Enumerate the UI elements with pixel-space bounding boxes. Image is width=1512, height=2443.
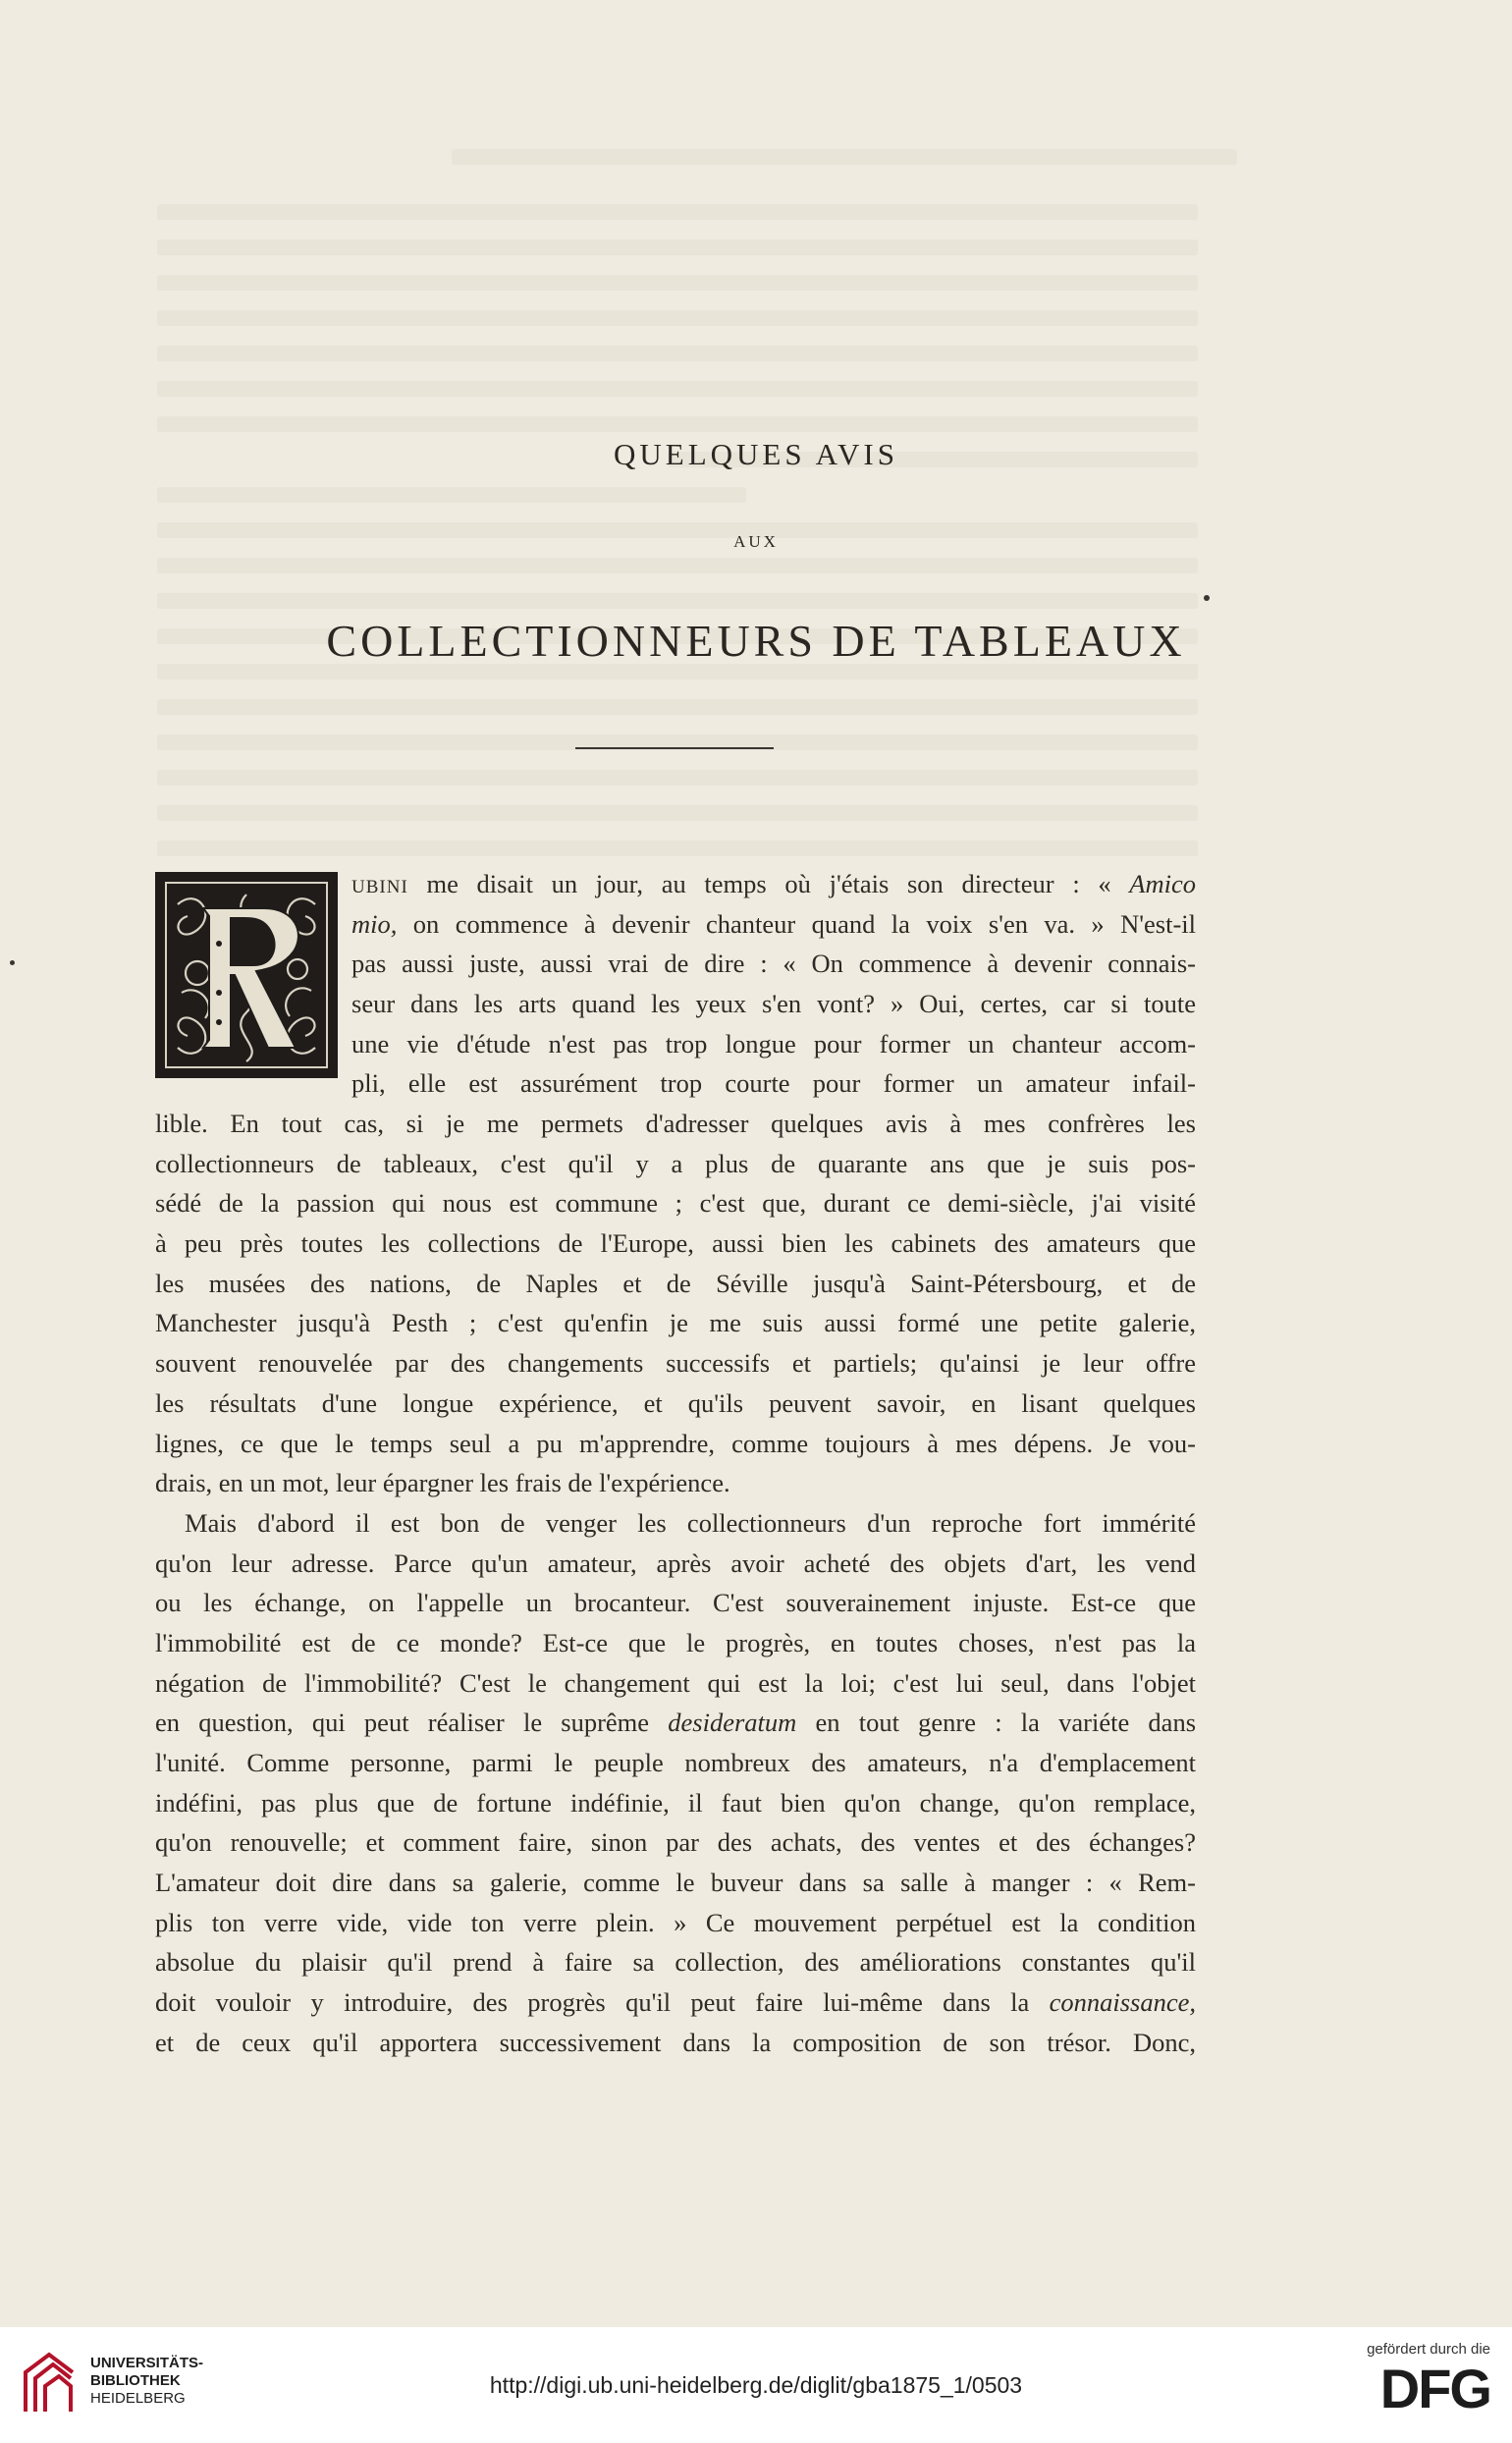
text-line: drais, en un mot, leur épargner les frais de l'expérience. <box>155 1468 730 1498</box>
permalink-url[interactable]: http://digi.ub.uni-heidelberg.de/diglit/gba1875_1/0503 <box>489 2372 1023 2398</box>
text-line: à peu près toutes les collections de l'Europe, aussi bien les cabinets des amateurs que <box>155 1228 1196 1259</box>
title-divider <box>575 747 774 749</box>
text-line: pas aussi juste, aussi vrai de dire : « On commence à devenir connais- <box>351 949 1196 979</box>
text-line: seur dans les arts quand les yeux s'en vont? » Oui, certes, car si toute <box>351 989 1196 1019</box>
text-line: lible. En tout cas, si je me permets d'adresser quelques avis à mes confrères les <box>155 1109 1196 1138</box>
text-line: qu'on renouvelle; et comment faire, sinon par des achats, des ventes et des échanges? <box>155 1827 1196 1858</box>
text-line: collectionneurs de tableaux, c'est qu'il y a plus de quarante ans que je suis pos- <box>155 1148 1196 1178</box>
paragraph-1-opening <box>351 864 1196 1104</box>
text-line: ubini me disait un jour, au temps où j'étais son directeur : « Amico <box>351 869 1196 898</box>
text-line: sédé de la passion qui nous est commune ; c'est que, durant ce demi-siècle, j'ai visité <box>155 1188 1196 1219</box>
paragraph-1-body <box>155 1104 1196 2063</box>
text-line: l'unité. Comme personne, parmi le peuple nombreux des amateurs, n'a d'emplacement <box>155 1748 1196 1777</box>
text-line: ou les échange, on l'appelle un brocanteur. C'est souverainement injuste. Est-ce que <box>155 1588 1196 1618</box>
text-line: les musées des nations, de Naples et de Séville jusqu'à Saint-Pétersbourg, et de <box>155 1268 1196 1298</box>
text-line: Manchester jusqu'à Pesth ; c'est qu'enfin je me suis aussi formé une petite galerie, <box>155 1308 1196 1338</box>
title-line-2: AUX <box>733 532 779 551</box>
text-line: l'immobilité est de ce monde? Est-ce que le progrès, en toutes choses, n'est pas la <box>155 1627 1196 1657</box>
text-line: plis ton verre vide, vide ton verre plein. » Ce mouvement perpétuel est la condition <box>155 1907 1196 1937</box>
text-line: négation de l'immobilité? C'est le changement qui est la loi; c'est lui seul, dans l'objet <box>155 1667 1196 1698</box>
text-line: et de ceux qu'il apportera successivement dans la composition de son trésor. Donc, <box>155 2027 1196 2057</box>
ornate-initial-r-icon <box>155 872 338 1078</box>
title-line-1: QUELQUES AVIS <box>614 437 898 471</box>
funding-credit <box>1367 2341 1490 2419</box>
text-line: absolue du plaisir qu'il prend à faire sa collection, des améliorations constantes qu'il <box>155 1947 1196 1978</box>
text-line: lignes, ce que le temps seul a pu m'apprendre, comme toujours à mes dépens. Je vou- <box>155 1428 1196 1458</box>
text-line: en question, qui peut réaliser le suprême desideratum en tout genre : la variéte dans <box>155 1708 1197 1738</box>
digitization-footer <box>0 2327 1512 2443</box>
text-line: indéfini, pas plus que de fortune indéfinie, il faut bien qu'on change, qu'on remplace, <box>155 1787 1196 1818</box>
text-line: L'amateur doit dire dans sa galerie, comme le buveur dans sa salle à manger : « Rem- <box>155 1868 1196 1898</box>
text-line: qu'on leur adresse. Parce qu'un amateur, après avoir acheté des objets d'art, les vend <box>155 1547 1196 1578</box>
text-line: une vie d'étude n'est pas trop longue pour former un chanteur accom- <box>351 1028 1196 1059</box>
text-line: souvent renouvelée par des changements successifs et partiels; qu'ainsi je leur offre <box>155 1348 1196 1379</box>
ink-speck <box>1204 595 1210 601</box>
text-line: Mais d'abord il est bon de venger les collectionneurs d'un reproche fort immérité <box>185 1507 1196 1538</box>
title-line-3: COLLECTIONNEURS DE TABLEAUX <box>326 616 1186 666</box>
ink-speck <box>10 960 15 965</box>
funding-label: gefördert durch die <box>1367 2341 1490 2358</box>
text-line: pli, elle est assurément trop courte pour former un amateur infail- <box>351 1068 1196 1099</box>
text-line: les résultats d'une longue expérience, et qu'ils peuvent savoir, en lisant quelques <box>155 1387 1196 1418</box>
text-line: mio, on commence à devenir chanteur quand la voix s'en va. » N'est-il <box>351 908 1196 939</box>
text-line: doit vouloir y introduire, des progrès qu'il peut faire lui-même dans la connaissance, <box>155 1987 1196 2018</box>
dfg-logo: DFG <box>1379 2358 1490 2419</box>
library-name: UNIVERSITÄTS- BIBLIOTHEK HEIDELBERG <box>90 2355 204 2407</box>
